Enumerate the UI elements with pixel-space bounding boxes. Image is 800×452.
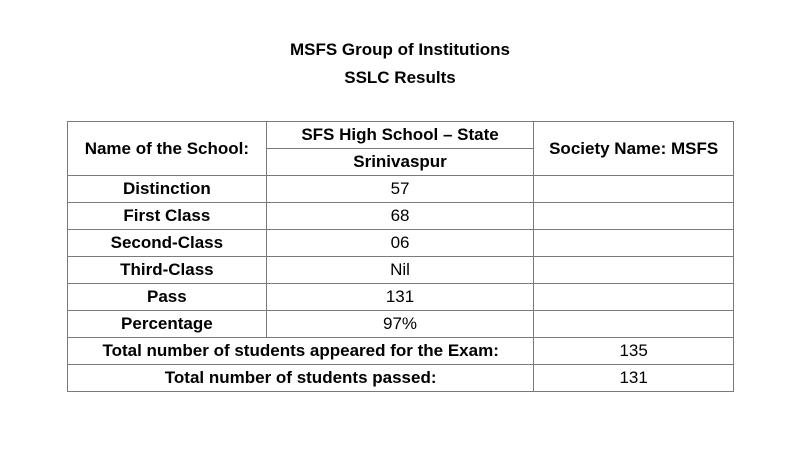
total-appeared-value: 135	[534, 338, 734, 365]
row-label: Distinction	[68, 176, 267, 203]
table-row	[68, 284, 734, 311]
row-value: 06	[266, 230, 534, 257]
total-passed-label: Total number of students passed:	[68, 365, 534, 392]
document-subtitle: SSLC Results	[344, 68, 456, 87]
empty-cell	[534, 257, 734, 284]
table-header-row	[68, 122, 734, 149]
document-header	[0, 36, 800, 92]
empty-cell	[534, 230, 734, 257]
empty-cell	[534, 203, 734, 230]
empty-cell	[534, 311, 734, 338]
table-row	[68, 257, 734, 284]
row-label: Pass	[68, 284, 267, 311]
table-row	[68, 311, 734, 338]
school-name-line1: SFS High School – State	[266, 122, 534, 149]
row-value: Nil	[266, 257, 534, 284]
row-value: 97%	[266, 311, 534, 338]
empty-cell	[534, 284, 734, 311]
row-label: Percentage	[68, 311, 267, 338]
table-row	[68, 176, 734, 203]
org-title: MSFS Group of Institutions	[289, 40, 511, 59]
row-label: First Class	[68, 203, 267, 230]
empty-cell	[534, 176, 734, 203]
school-label-cell: Name of the School:	[68, 122, 267, 176]
total-appeared-label: Total number of students appeared for the Exam:	[68, 338, 534, 365]
table-row	[68, 230, 734, 257]
society-name-cell: Society Name: MSFS	[534, 122, 734, 176]
table-row	[68, 203, 734, 230]
row-label: Second-Class	[68, 230, 267, 257]
total-passed-value: 131	[534, 365, 734, 392]
row-value: 131	[266, 284, 534, 311]
results-table	[67, 121, 734, 392]
row-value: 57	[266, 176, 534, 203]
row-label: Third-Class	[68, 257, 267, 284]
total-row	[68, 338, 734, 365]
school-name-line2: Srinivaspur	[266, 149, 534, 176]
row-value: 68	[266, 203, 534, 230]
total-row	[68, 365, 734, 392]
